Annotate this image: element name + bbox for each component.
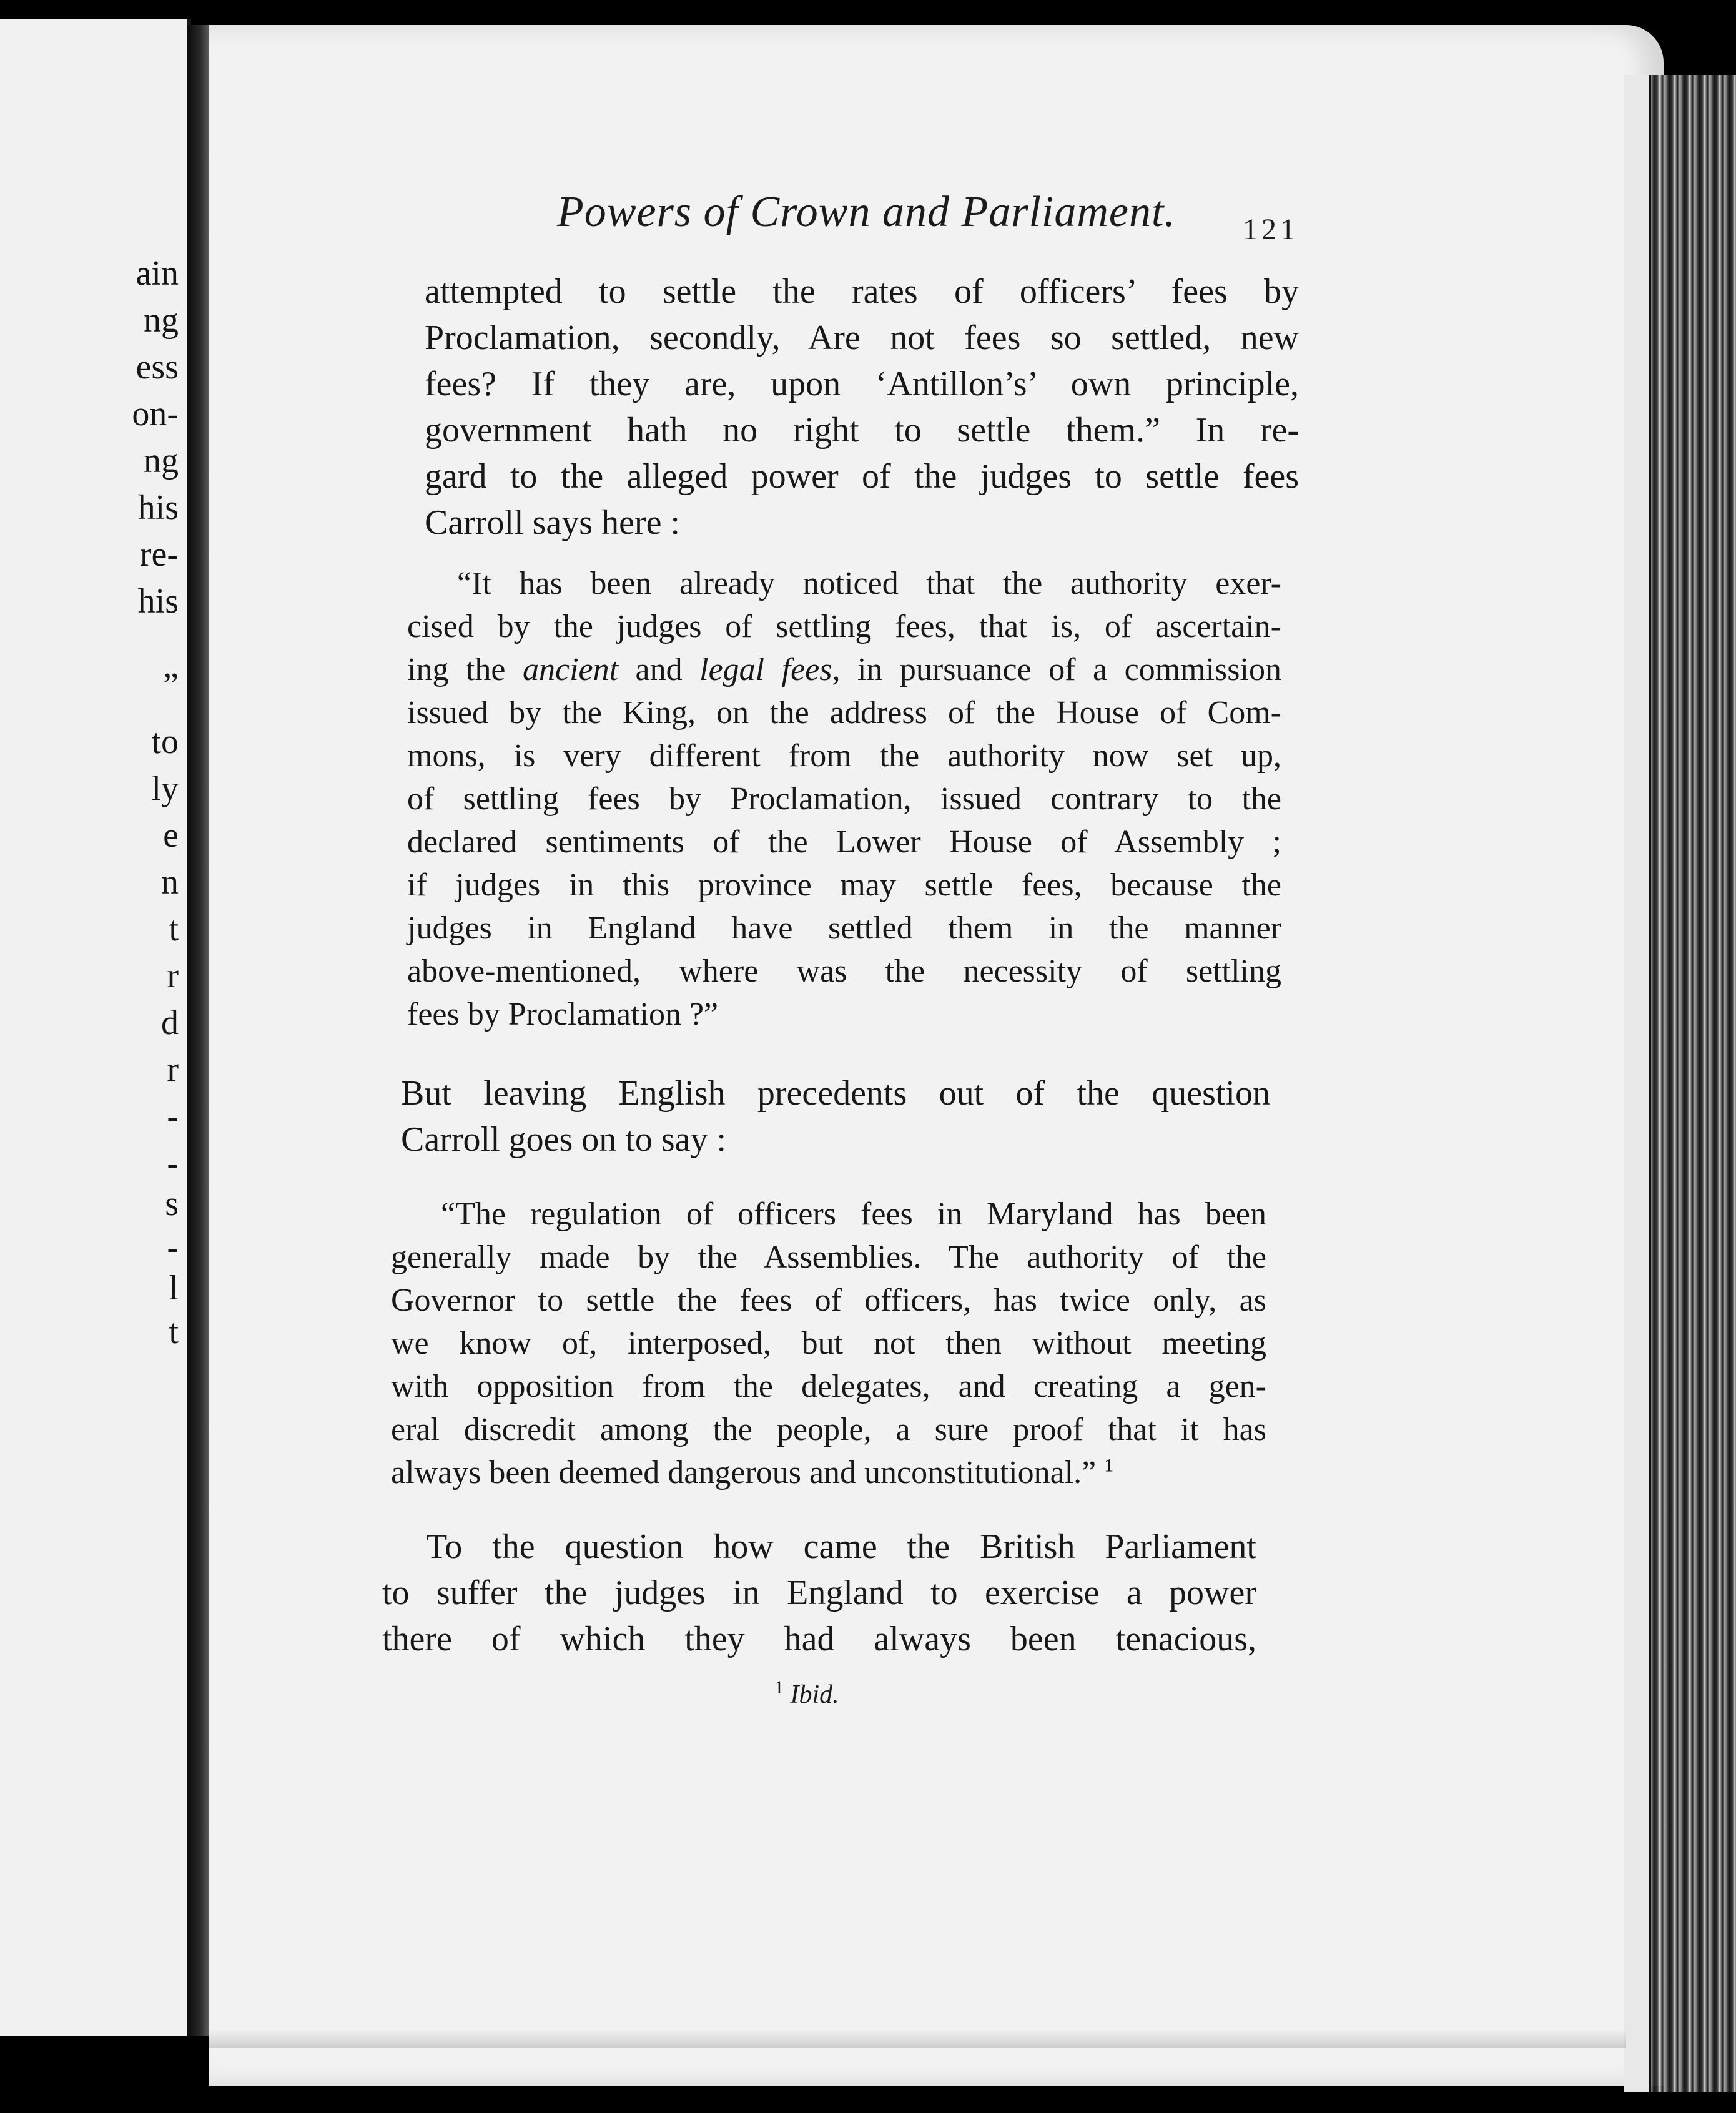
book-gutter — [187, 25, 209, 2036]
left-page-fragment: - — [167, 1097, 179, 1136]
quote-text-segment: , in pursuance of a commission — [832, 652, 1281, 687]
left-page-fragment: n — [161, 863, 179, 902]
text-line: attempted to settle the rates of officers’ fees by — [425, 272, 1299, 311]
left-page-fragment: on- — [132, 395, 179, 433]
text-line: gard to the alleged power of the judges to settle fees — [425, 457, 1299, 496]
left-page-fragment: l — [169, 1269, 179, 1308]
text-line: government hath no right to settle them.” In re- — [425, 411, 1299, 450]
running-head: Powers of Crown and Parliament. — [557, 188, 1176, 236]
block-quote-2 — [391, 1193, 1266, 1494]
quote-text-segment: and — [618, 652, 700, 687]
italic-term-ancient: ancient — [522, 652, 619, 687]
quote-line: we know of, interposed, but not then without meeting — [391, 1326, 1266, 1361]
left-page-fragment: s — [165, 1185, 179, 1223]
left-page-fragment: - — [167, 1228, 179, 1267]
left-page-fragment: e — [163, 816, 179, 855]
paragraph-2 — [401, 1070, 1270, 1163]
left-page-fragment: his — [137, 582, 179, 621]
italic-term-legal-fees: legal fees — [699, 652, 832, 687]
quote-text-segment: always been deemed dangerous and unconstitutional.” — [391, 1455, 1097, 1490]
quote-text-segment: ing the — [407, 652, 523, 687]
footnote-text: Ibid. — [790, 1680, 839, 1709]
quote-line: of settling fees by Proclamation, issued contrary to the — [407, 781, 1281, 817]
left-page-fragment: r — [167, 957, 179, 995]
left-page-fragment: his — [137, 488, 179, 527]
left-page-fragment: t — [169, 910, 179, 948]
left-page-fragment: ng — [144, 441, 179, 480]
quote-line-last — [391, 1451, 1266, 1494]
quote-line-with-italics — [407, 648, 1281, 691]
footnote-marker: 1 — [774, 1677, 784, 1698]
left-page-fragment: ng — [144, 301, 179, 340]
paragraph-3 — [382, 1524, 1256, 1662]
left-page-fragment: ” — [163, 666, 179, 705]
text-line: To the question how came the British Parliament — [426, 1527, 1256, 1566]
left-page-fragment: t — [169, 1313, 179, 1351]
text-line: Carroll says here : — [425, 503, 680, 542]
left-facing-page — [0, 19, 191, 2036]
left-page-fragment: d — [161, 1003, 179, 1042]
quote-line: if judges in this province may settle fees, because the — [407, 867, 1281, 903]
quote-line: fees by Proclamation ?” — [407, 997, 719, 1032]
quote-line: eral discredit among the people, a sure proof that it has — [391, 1412, 1266, 1447]
left-page-fragment: ain — [136, 254, 179, 293]
footnote-reference: 1 — [1104, 1455, 1114, 1476]
quote-line: declared sentiments of the Lower House of Assembly ; — [407, 824, 1281, 860]
page-bottom-shadow — [209, 2029, 1626, 2048]
quote-line: mons, is very different from the authority now set up, — [407, 738, 1281, 774]
quote-line: judges in England have settled them in the manner — [407, 910, 1281, 946]
quote-line: with opposition from the delegates, and creating a gen- — [391, 1369, 1266, 1404]
page-number: 121 — [1243, 213, 1299, 246]
left-page-fragment: r — [167, 1050, 179, 1089]
text-line: fees? If they are, upon ‘Antillon’s’ own principle, — [425, 365, 1299, 403]
text-line: there of which they had always been tenacious, — [382, 1620, 1256, 1658]
paragraph-1 — [425, 268, 1299, 546]
quote-line: cised by the judges of settling fees, that is, of ascertain- — [407, 609, 1281, 644]
text-line: to suffer the judges in England to exercise a power — [382, 1574, 1256, 1612]
left-page-fragment: ly — [151, 769, 179, 808]
text-line: Carroll goes on to say : — [401, 1120, 727, 1159]
quote-line: “The regulation of officers fees in Maryland has been — [441, 1196, 1266, 1232]
quote-line: issued by the King, on the address of the House of Com- — [407, 695, 1281, 731]
block-quote-1 — [407, 562, 1281, 1036]
left-page-fragment: - — [167, 1144, 179, 1183]
quote-line: above-mentioned, where was the necessity of settling — [407, 953, 1281, 989]
quote-line: “It has been already noticed that the authority exer- — [457, 566, 1281, 601]
text-line: Proclamation, secondly, Are not fees so settled, new — [425, 318, 1299, 357]
left-page-fragment: re- — [139, 535, 179, 574]
quote-line: Governor to settle the fees of officers, has twice only, as — [391, 1283, 1266, 1318]
page-edge-highlight — [1624, 75, 1651, 2092]
quote-line: generally made by the Assemblies. The authority of the — [391, 1239, 1266, 1275]
footnote — [774, 1677, 839, 1710]
text-line: But leaving English precedents out of the question — [401, 1074, 1270, 1113]
left-page-fragment: to — [151, 722, 179, 761]
left-page-fragment: ess — [136, 348, 179, 387]
